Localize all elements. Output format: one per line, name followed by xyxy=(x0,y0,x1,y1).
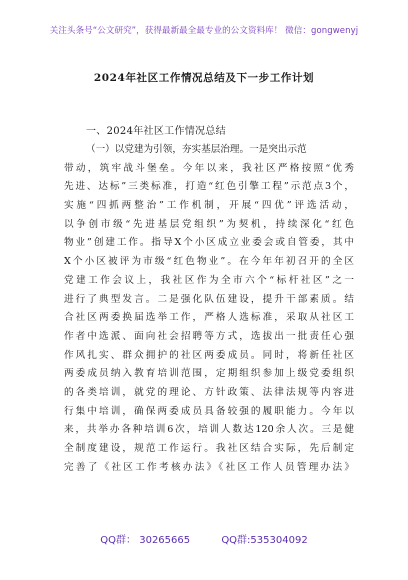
body-line: 行集中培训，确保两委成员具备较强的履职能力。今年以 xyxy=(64,405,354,417)
body-line: X个小区被评为市级“红色物业”。在今年年初召开的全区 xyxy=(64,256,354,268)
body-line: 两委成员纳入教育培训范围，定期组织参加上级党委组织 xyxy=(64,368,354,380)
footer-qq-group-2: QQ群:535304092 xyxy=(221,535,308,546)
body-line: 来，共举办各种培训6次，培训人数达120余人次。三是健 xyxy=(64,424,354,436)
body-line: 的各类培训，就党的理论、方针政策、法律法规等内容进 xyxy=(64,386,354,398)
body-line: 实施“四抓两整治”工作机制，开展“四优”评选活动， xyxy=(64,200,354,212)
footer-qq-group-1: QQ群： 30265665 xyxy=(100,535,191,546)
top-banner: 关注头条号“公文研究”，获得最新最全最专业的公文资料库！ 微信：gongwenyj xyxy=(49,26,359,36)
body-line: 以争创市级“先进基层党组织”为契机，持续深化“红色 xyxy=(64,218,354,230)
body-line: （一）以党建为引领，夯实基层治理。一是突出示范 xyxy=(86,144,307,155)
body-line: 带动，筑牢战斗堡垒。今年以来，我社区严格按照“优秀 xyxy=(64,162,354,174)
document-title: 2024年社区工作情况总结及下一步工作计划 xyxy=(93,72,315,84)
body-line: 合社区两委换届选举工作，严格人选标准，采取从社区工 xyxy=(64,312,354,324)
body-line: 物业”创建工作。指导X个小区成立业委会或自管委，其中 xyxy=(64,237,354,249)
body-line: 党建工作会议上，我社区作为全市六个“标杆社区”之一 xyxy=(64,274,354,286)
body-line: 作风扎实、群众拥护的社区两委成员。同时，将新任社区 xyxy=(64,349,354,361)
body-line: 进行了典型发言。二是强化队伍建设，提升干部素质。结 xyxy=(64,293,354,305)
body-text xyxy=(64,141,354,477)
body-line: 先进、达标”三类标准，打造“红色引擎工程”示范点3个， xyxy=(64,181,354,193)
body-line: 全制度建设，规范工作运行。我社区结合实际，先后制定 xyxy=(64,443,354,454)
section-heading: 一、2024年社区工作情况总结 xyxy=(86,126,226,137)
body-line: 作者中选派、面向社会招聘等方式，选拔出一批责任心强 xyxy=(64,330,354,342)
footer-contact xyxy=(0,531,408,546)
body-line: 完善了《社区工作考核办法》《社区工作人员管理办法》 xyxy=(64,461,354,473)
